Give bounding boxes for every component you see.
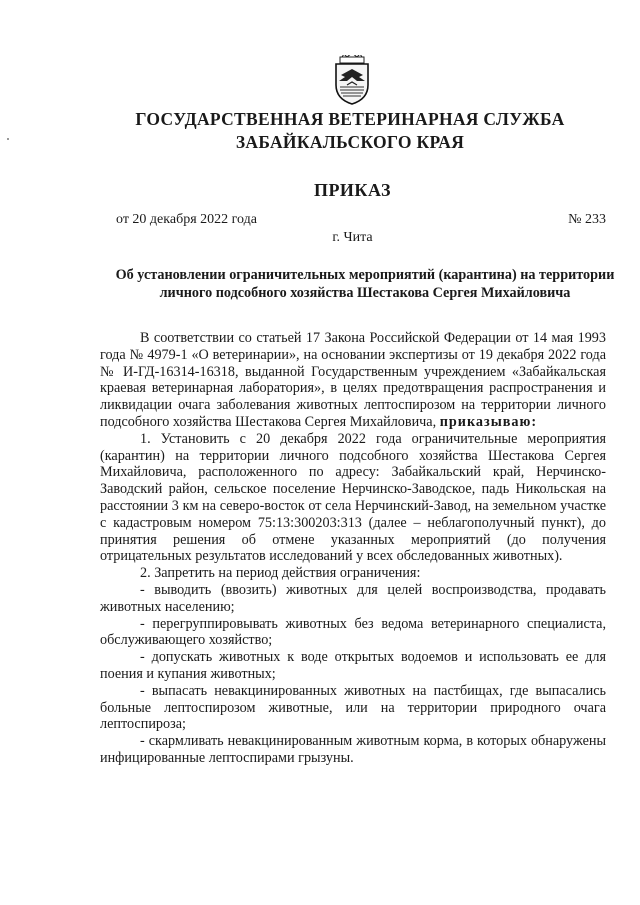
coat-of-arms-icon	[331, 55, 373, 105]
restriction-item: - перегруппировывать животных без ведома ветеринарного специалиста, обслуживающего хозяйство;	[100, 615, 606, 649]
restriction-item: - выводить (ввозить) животных для целей воспроизводства, продавать животных населению;	[100, 581, 606, 615]
order-word: приказываю:	[439, 413, 538, 430]
intro-text: В соответствии со статьей 17 Закона Российской Федерации от 14 мая 1993 года № 4979-1 «О ветеринарии», на основании экспертизы от 19 декабря 2022 года № И-ГД-16314-16318, выданной Государственным учреждением «Забайкальская краевая ветеринарная лаборатория», в целях предотвращения распространения и ликвидации очага заболевания животных лептоспирозом на территории личного подсобного хозяйства Шестакова Сергея Михайловича,	[100, 330, 606, 430]
item-1-paragraph: 1. Установить с 20 декабря 2022 года ограничительные мероприятия (карантин) на территории личного подсобного хозяйства Шестакова Сергея Михайловича, расположенного по адресу: Забайкальский край, Нерчинско-Заводский район, сельское поселение Нерчинско-Заводское, падь Никольская на расстоянии 3 км на северо-восток от села Нерчинский-Завод, на земельном участке с кадастровым номером 75:13:300203:313 (далее – неблагополучный пункт), до принятия решения об отмене указанных мероприятий (до получения отрицательных результатов исследований у всех обследованных животных).	[100, 430, 606, 565]
document-subject: Об установлении ограничительных мероприятий (карантина) на территории личного подсобного хозяйства Шестакова Сергея Михайловича	[115, 267, 615, 301]
organization-title	[60, 108, 640, 154]
document-body	[100, 330, 606, 767]
restriction-item: - выпасать невакцинированных животных на пастбищах, где выпасались больные лептоспирозом животные, или на территории природного очага лептоспироза;	[100, 682, 606, 733]
document-number: № 233	[568, 212, 606, 227]
document-type: ПРИКАЗ	[313, 180, 392, 200]
intro-paragraph	[100, 330, 606, 431]
organization-line-2: ЗАБАЙКАЛЬСКОГО КРАЯ	[235, 132, 465, 152]
document-city: г. Чита	[332, 230, 373, 245]
scan-mark	[7, 138, 9, 140]
document-date: от 20 декабря 2022 года	[116, 212, 257, 227]
item-2-paragraph: 2. Запретить на период действия ограничения:	[140, 565, 421, 582]
organization-line-1: ГОСУДАРСТВЕННАЯ ВЕТЕРИНАРНАЯ СЛУЖБА	[135, 109, 565, 129]
restriction-item: - скармливать невакцинированным животным корма, в которых обнаружены инфицированные лептоспирами грызуны.	[100, 733, 606, 766]
restriction-item: - допускать животных к воде открытых водоемов и использовать ее для поения и купания животных;	[100, 649, 606, 682]
